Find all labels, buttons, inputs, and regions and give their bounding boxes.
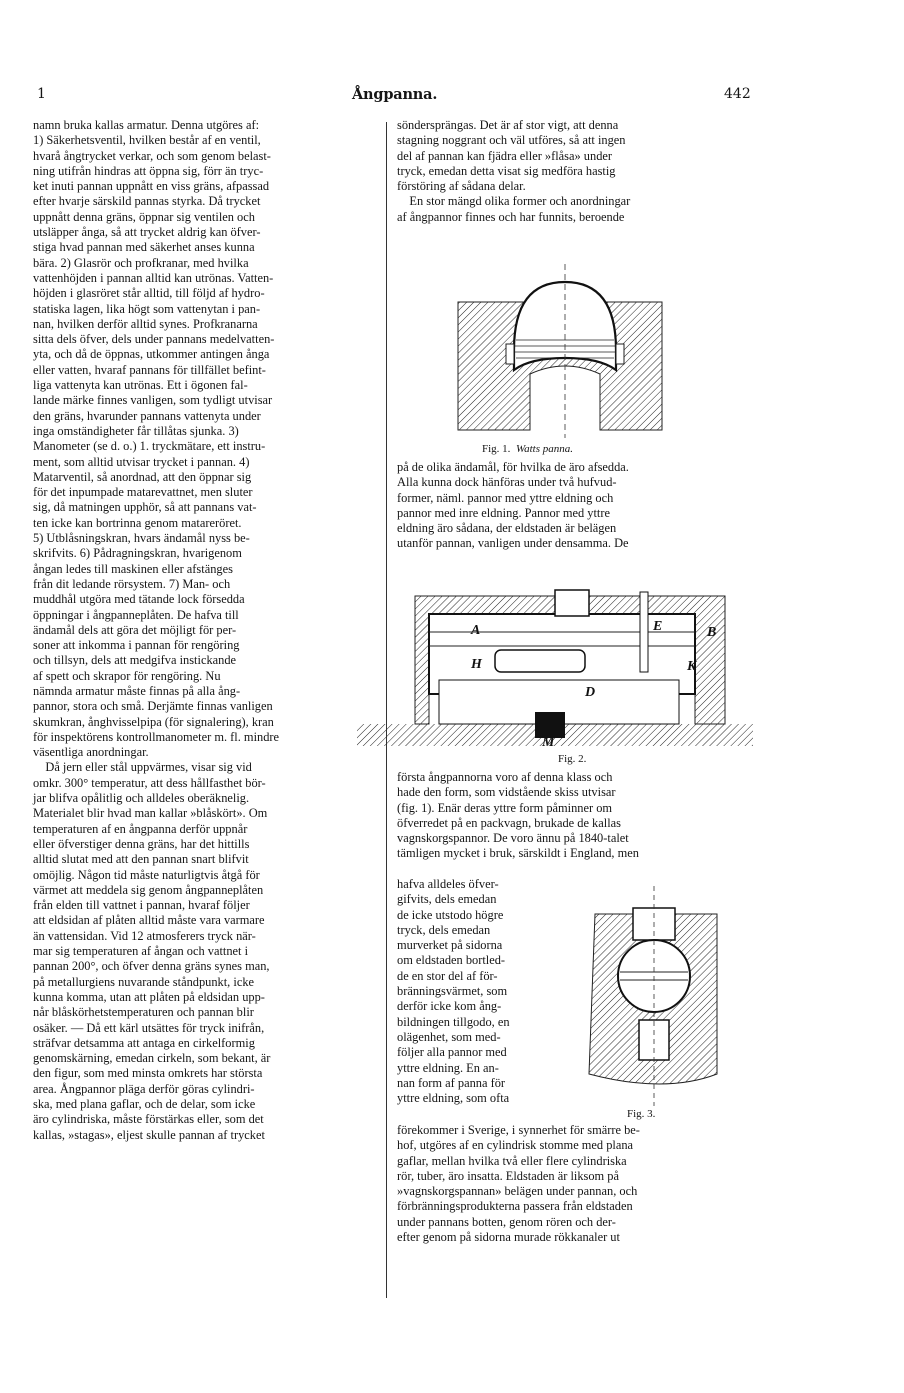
left-column-line: äro cylindriska, måste förstärkas eller, som det	[33, 1112, 264, 1127]
right-narrow-line: yttre eldning. En an-	[397, 1060, 499, 1075]
right-column-middle	[397, 460, 747, 552]
left-column-line: från dit ledande rörsystem. 7) Man- och	[33, 576, 231, 591]
left-column-line: eller öfverstiger denna gräns, har det hittills	[33, 836, 250, 851]
right-narrow-line: olägenhet, som med-	[397, 1029, 501, 1044]
left-column-line: värmet att meddela sig genom ångpanneplåten	[33, 882, 264, 897]
page-title: Ångpanna.	[352, 86, 438, 103]
left-column-line: från elden till vattnet i pannan, hvaraf följer	[33, 898, 250, 913]
left-column-line: jar blifva opålitlig och alldeles oberäknelig.	[33, 791, 250, 806]
figure-3-caption: Fig. 3.	[627, 1108, 656, 1120]
left-column-line: nan, hvilken derför alltid synes. Profkranarna	[33, 316, 258, 331]
left-column-line: hvarå ångtrycket verkar, och som genom belast-	[33, 148, 271, 163]
left-column-line: ning utifrån hindras att öppna sig, förr än tryc-	[33, 163, 264, 178]
right-narrow-line: gifvits, dels emedan	[397, 892, 497, 907]
right-narrow-line: yttre eldning, som ofta	[397, 1091, 510, 1106]
figure-1-watts-boiler	[450, 262, 670, 442]
left-column-line: når blåskörhetstemperaturen och pannan blir	[33, 1005, 254, 1020]
right-bottom-line: rör, tuber, äro insatta. Eldstaden är liksom på	[397, 1168, 619, 1183]
right-top-line: En stor mängd olika former och anordningar	[397, 194, 631, 209]
left-column-line: pannan 200°, och öfver denna gräns synes man,	[33, 959, 270, 974]
left-column-line: ment, som alltid utvisar trycket i pannan. 4)	[33, 454, 250, 469]
left-column-line: Manometer (se d. o.) 1. tryckmätare, ett instru-	[33, 439, 266, 454]
left-column-line: att eldsidan af plåten alltid måste vara varmare	[33, 913, 265, 928]
right-bottom-line: gaflar, mellan hvilka två eller flere cylindriska	[397, 1153, 627, 1168]
left-column-line: mar sig temperaturen af ångan och vattnet i	[33, 944, 249, 959]
left-column-line: den figur, som med minsta omkrets har största	[33, 1066, 263, 1081]
right-fig2-text-line: vagnskorgspannor. De voro ännu på 1840-talet	[397, 831, 629, 846]
left-column-line: Då jern eller stål uppvärmes, visar sig vid	[33, 760, 252, 775]
page-number: 442	[724, 86, 751, 102]
left-column-line: 1) Säkerhetsventil, hvilken består af en ventil,	[33, 133, 261, 148]
left-column-line: sträfvar detsamma att antaga en cirkelformig	[33, 1035, 255, 1050]
right-narrow-line: följer alla pannor med	[397, 1045, 507, 1060]
left-column-line: väsentliga anordningar.	[33, 745, 149, 760]
right-mid-line: utanför pannan, vanligen under densamma. De	[397, 536, 629, 551]
right-top-line: stagning noggrant och väl utföres, så att ingen	[397, 133, 626, 148]
left-column-line: uppnått denna gräns, öppnar sig ventilen och	[33, 209, 255, 224]
left-column-line: skumkran, ånghvisselpipa (för signalering), kran	[33, 714, 274, 729]
left-column-line: skrifvits. 6) Pådragningskran, hvarigenom	[33, 546, 242, 561]
left-column-line: utsläpper ånga, så att trycket aldrig kan öfver-	[33, 225, 261, 240]
left-column-line: omöjlig. Någon tid måste naturligtvis åtgå för	[33, 867, 260, 882]
left-column-line: på metallurgiens nuvarande ståndpunkt, icke	[33, 974, 255, 989]
right-bottom-line: under pannans botten, genom rören och der-	[397, 1214, 616, 1229]
right-column-top	[397, 118, 747, 225]
right-mid-line: Alla kunna dock hänföras under två hufvud-	[397, 475, 617, 490]
left-column-line: Matarventil, så anordnad, att den öppnar sig	[33, 469, 252, 484]
left-column-line: nämnda armatur måste finnas på alla ång-	[33, 683, 241, 698]
figure-2-label-M: M	[542, 735, 555, 750]
left-column-line: eller vatten, hvaraf pannans för tillfället befint-	[33, 362, 266, 377]
right-top-line: förstöring af sådana delar.	[397, 179, 526, 194]
left-column-line: den gräns, hvarunder pannans vattenyta under	[33, 408, 261, 423]
left-column-line: muddhål utgöra med tätande lock försedda	[33, 592, 245, 607]
right-mid-line: former, näml. pannor med yttre eldning och	[397, 490, 614, 505]
figure-2-label-B: B	[707, 625, 717, 640]
left-column-line: Materialet blir hvad man kallar »blåskört». Om	[33, 806, 268, 821]
left-column-line: temperaturen af en ångpanna derför uppnår	[33, 821, 248, 836]
right-bottom-line: förbränningsprodukterna passera från eldstaden	[397, 1199, 633, 1214]
right-mid-line: eldning äro sådana, der eldstaden är belägen	[397, 521, 617, 536]
left-column-line: 5) Utblåsningskran, hvars ändamål nyss be-	[33, 531, 250, 546]
left-column-line: af spett och skrapor för rengöring. Nu	[33, 668, 221, 683]
figure-2-label-A: A	[471, 623, 481, 638]
figure-2-label-K: K	[687, 659, 697, 674]
right-fig2-text-line: (fig. 1). Enär deras yttre form påminner om	[397, 800, 613, 815]
left-column-line: ten icke kan bortrinna genom matareröret.	[33, 515, 242, 530]
left-column-line: alltid slutat med att den pannan snart blifvit	[33, 852, 249, 867]
right-column-narrow	[397, 877, 553, 1106]
left-column-line: vattenhöjden i pannan alltid kan utrönas. Vatten-	[33, 270, 274, 285]
left-column-line: soner att inkomma i pannan för rengöring	[33, 638, 240, 653]
left-column-line: kallas, »stagas», eljest skulle pannan af trycket	[33, 1127, 265, 1142]
figure-2-caption: Fig. 2.	[558, 753, 587, 765]
right-mid-line: på de olika ändamål, för hvilka de äro afsedda.	[397, 460, 629, 474]
left-column-line: namn bruka kallas armatur. Denna utgöres af:	[33, 118, 260, 132]
right-bottom-line: »vagnskorgspannan» belägen under pannan, och	[397, 1184, 638, 1199]
figure-3-boiler-section	[565, 884, 751, 1108]
left-column-line: liga vattenyta kan utrönas. Ett i ögonen fal-	[33, 378, 248, 393]
left-column-line: stiga hvad pannan med säkerhet anses kunna	[33, 240, 255, 255]
left-column-line: pannor, stora och små. Derjämte finnas vanligen	[33, 699, 273, 714]
right-column-bottom	[397, 1123, 747, 1245]
left-column-line: inga omständigheter får tillåtas sjunka. 3)	[33, 423, 239, 438]
right-fig2-text-line: tämligen mycket i bruk, särskildt i England, men	[397, 846, 639, 861]
left-column-line: för inspektörens kontrollmanometer m. fl. mindre	[33, 729, 280, 744]
right-bottom-line: förekommer i Sverige, i synnerhet för smärre be-	[397, 1123, 640, 1137]
right-fig2-text-line: hade den form, som vidstående skiss utvisar	[397, 785, 616, 800]
right-narrow-line: tryck, dels emedan	[397, 922, 491, 937]
right-top-line: sönderspräng͏as. Det är af stor vigt, att denna	[397, 118, 619, 132]
right-narrow-line: bränningsvärmet, som	[397, 984, 508, 999]
left-column-line: höjden i glasröret står alltid, till följd af hydro-	[33, 286, 265, 301]
right-bottom-line: hof, utgöres af en cylindrisk stomme med plana	[397, 1138, 634, 1153]
figure-1-title: Watts panna.	[515, 443, 573, 455]
left-column-line: genomskärning, emedan cirkeln, som bekant, är	[33, 1051, 271, 1066]
left-column	[33, 118, 379, 1143]
right-top-line: af ångpannor finnes och har funnits, beroende	[397, 209, 625, 224]
left-column-line: ket inuti pannan uppnått en viss gräns, afpassad	[33, 179, 270, 194]
right-mid-line: pannor med inre eldning. Pannor med yttre	[397, 505, 610, 520]
figure-2-label-H: H	[471, 657, 482, 672]
left-column-line: ångan ledes till maskinen eller afstänges	[33, 561, 233, 576]
right-narrow-line: hafva alldeles öfver-	[397, 877, 499, 891]
right-narrow-line: murverket på sidorna	[397, 938, 503, 953]
left-column-line: och tillsyn, dels att medgifva instickande	[33, 653, 237, 668]
left-column-line: ändamål dels att göra det möjligt för per-	[33, 622, 237, 637]
left-column-line: sig, då matningen upphör, så att pannans vat-	[33, 500, 257, 515]
left-column-line: öppningar i ångpanneplåten. De hafva till	[33, 607, 239, 622]
right-narrow-line: de en stor del af för-	[397, 968, 498, 983]
figure-2-label-E: E	[653, 619, 663, 634]
right-narrow-line: nan form af panna för	[397, 1075, 506, 1090]
right-column-fig2-text	[397, 770, 747, 862]
left-column-line: omkr. 300° temperatur, att dess hållfasthet bör-	[33, 775, 266, 790]
figure-1-label: Fig. 1.	[482, 443, 511, 455]
left-column-line: area. Ångpannor pläga derför göras cylindri-	[33, 1081, 255, 1096]
left-column-line: bära. 2) Glasrör och profkranar, med hvilka	[33, 255, 249, 270]
left-column-line: sitta dels öfver, dels under pannans medelvatten-	[33, 332, 275, 347]
left-column-line: osäker. — Då ett kärl utsättes för tryck inifrån,	[33, 1020, 265, 1035]
right-top-line: tryck, emedan detta visat sig medföra hastig	[397, 163, 616, 178]
right-top-line: del af pannan kan fjädra eller »flåsa» under	[397, 148, 613, 163]
right-narrow-line: om eldstaden bortled-	[397, 953, 506, 968]
page-left-number: 1	[37, 86, 46, 102]
figure-2-wagon-boiler	[355, 584, 755, 752]
figure-2-label-D: D	[585, 685, 596, 700]
left-column-line: yta, och då de öppnas, utkommer antingen ånga	[33, 347, 270, 362]
right-narrow-line: bildningen tillgodo, en	[397, 1014, 510, 1029]
left-column-line: än vattensidan. Vid 12 atmosferers tryck när-	[33, 928, 256, 943]
right-narrow-line: derför icke kom ång-	[397, 999, 502, 1014]
left-column-line: statiska lagen, lika högt som vattenytan i pan-	[33, 301, 261, 316]
left-column-line: ska, med plana gaflar, och de delar, som icke	[33, 1097, 256, 1111]
right-fig2-text-line: första ångpannorna voro af denna klass och	[397, 770, 613, 784]
figure-1-caption	[482, 443, 573, 455]
left-column-line: lande märke finnes vanligen, som tydligt utvisar	[33, 393, 273, 408]
right-narrow-line: de icke utstodo högre	[397, 907, 504, 922]
right-fig2-text-line: öfverredet på en packvagn, brukade de kallas	[397, 815, 621, 830]
left-column-line: efter hvarje särskild pannas styrka. Då trycket	[33, 194, 261, 209]
left-column-line: för det inpumpade matarevattnet, men sluter	[33, 485, 253, 500]
left-column-line: kunna komma, utan att plåten på eldsidan upp-	[33, 989, 265, 1004]
right-bottom-line: efter genom på sidorna murade rökkanaler ut	[397, 1230, 620, 1245]
